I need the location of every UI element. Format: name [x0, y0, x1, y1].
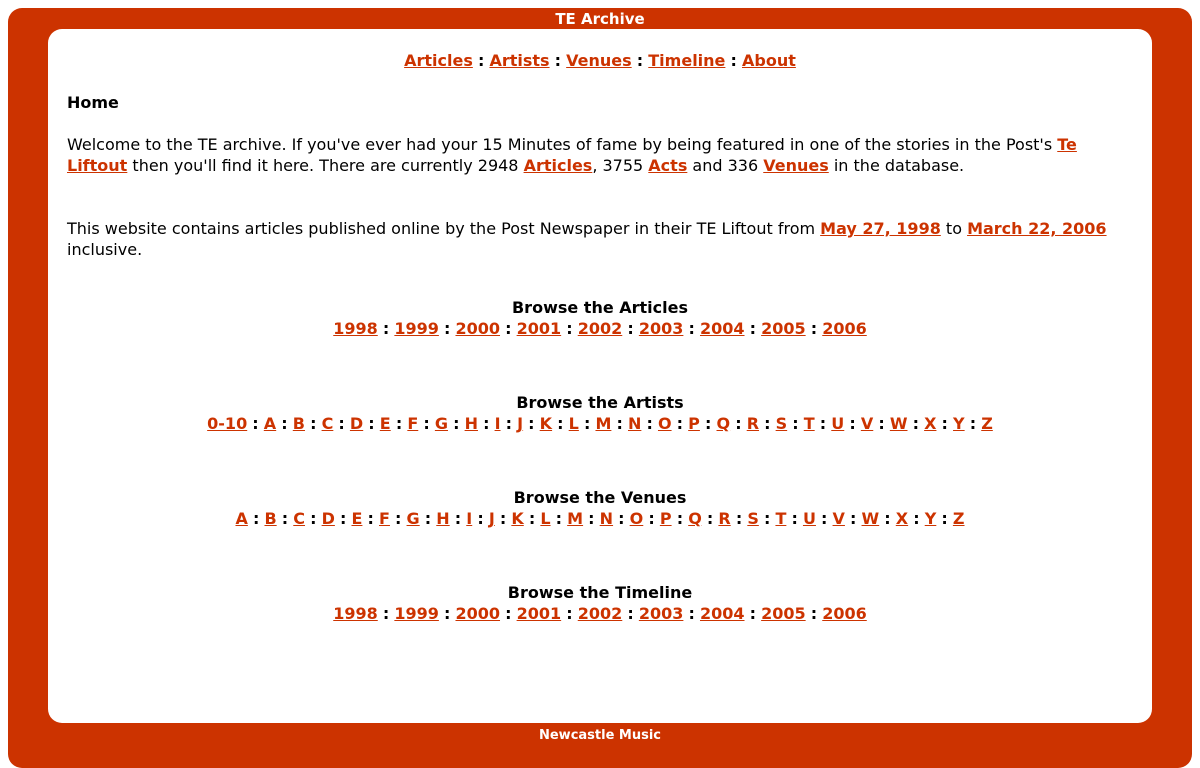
browse-artists-link-m[interactable]: M [595, 414, 612, 433]
link-separator: : [850, 509, 857, 528]
link-separator: : [969, 414, 977, 433]
browse-artists-link-v[interactable]: V [860, 414, 874, 433]
start-date-link[interactable]: May 27, 1998 [820, 219, 941, 238]
browse-articles-link-2001[interactable]: 2001 [516, 319, 562, 338]
link-separator: : [505, 319, 512, 338]
content-panel [48, 29, 1152, 723]
link-separator: : [792, 414, 799, 433]
link-separator: : [477, 509, 484, 528]
browse-artists-link-y[interactable]: Y [953, 414, 965, 433]
browse-articles-title: Browse the Articles [511, 298, 688, 317]
link-separator: : [382, 604, 390, 623]
browse-timeline-link-2003[interactable]: 2003 [638, 604, 684, 623]
page-heading: Home [67, 93, 119, 112]
link-separator: : [566, 319, 573, 338]
browse-artists-link-a[interactable]: A [263, 414, 277, 433]
browse-artists-link-i[interactable]: I [494, 414, 501, 433]
link-separator: : [849, 414, 856, 433]
browse-venues-link-s[interactable]: S [747, 509, 759, 528]
browse-timeline-links [67, 603, 1133, 624]
browse-articles-section [67, 297, 1133, 339]
browse-artists-link-w[interactable]: W [889, 414, 908, 433]
browse-artists-link-x[interactable]: X [924, 414, 937, 433]
browse-timeline-link-2002[interactable]: 2002 [577, 604, 623, 623]
browse-artists-link-p[interactable]: P [688, 414, 700, 433]
link-separator: : [706, 509, 714, 528]
date-range-paragraph [67, 218, 1133, 260]
link-separator: : [483, 414, 490, 433]
browse-artists-link-j[interactable]: J [517, 414, 524, 433]
link-separator: : [819, 414, 827, 433]
welcome-text: in the database. [828, 156, 965, 175]
browse-venues-link-y[interactable]: Y [924, 509, 937, 528]
browse-artists-link-q[interactable]: Q [716, 414, 731, 433]
te-liftout-link[interactable]: Te Liftout [67, 135, 1077, 175]
nav-link-artists[interactable]: Artists [489, 51, 550, 70]
browse-venues-link-q[interactable]: Q [688, 509, 702, 528]
link-separator: : [749, 319, 757, 338]
browse-venues-link-g[interactable]: G [406, 509, 420, 528]
browse-artists-link-z[interactable]: Z [981, 414, 993, 433]
browse-articles-links [67, 318, 1133, 339]
link-separator: : [764, 414, 771, 433]
browse-articles-link-2002[interactable]: 2002 [577, 319, 623, 338]
link-separator: : [395, 509, 402, 528]
browse-venues-link-e[interactable]: E [351, 509, 363, 528]
link-separator: : [646, 414, 653, 433]
link-separator: : [791, 509, 798, 528]
browse-artists-link-b[interactable]: B [292, 414, 305, 433]
browse-artists-link-0-10[interactable]: 0-10 [207, 414, 248, 433]
link-separator: : [583, 414, 591, 433]
browse-artists-link-d[interactable]: D [349, 414, 364, 433]
browse-timeline-link-1998[interactable]: 1998 [333, 604, 378, 623]
acts-count-link[interactable]: Acts [648, 156, 688, 175]
browse-artists-link-h[interactable]: H [464, 414, 478, 433]
link-separator: : [395, 414, 403, 433]
browse-venues-link-p[interactable]: P [659, 509, 672, 528]
browse-venues-link-t[interactable]: T [775, 509, 787, 528]
link-separator: : [676, 414, 684, 433]
link-separator: : [763, 509, 771, 528]
browse-artists-link-f[interactable]: F [407, 414, 419, 433]
browse-venues-link-l[interactable]: L [540, 509, 551, 528]
link-separator: : [454, 509, 462, 528]
link-separator: : [735, 509, 743, 528]
browse-timeline-link-2000[interactable]: 2000 [455, 604, 501, 623]
link-separator: : [688, 319, 695, 338]
browse-articles-link-2006[interactable]: 2006 [822, 319, 867, 338]
link-separator: : [821, 509, 828, 528]
link-separator: : [676, 509, 684, 528]
articles-count-link[interactable]: Articles [523, 156, 593, 175]
browse-venues-link-k[interactable]: K [511, 509, 524, 528]
link-separator: : [528, 509, 536, 528]
link-separator: : [941, 509, 948, 528]
browse-venues-link-x[interactable]: X [895, 509, 909, 528]
browse-artists-links [67, 413, 1133, 434]
browse-venues-link-a[interactable]: A [235, 509, 248, 528]
nav-separator: : [636, 51, 644, 70]
browse-venues-link-r[interactable]: R [718, 509, 731, 528]
link-separator: : [941, 414, 948, 433]
link-separator: : [310, 414, 317, 433]
browse-articles-link-2004[interactable]: 2004 [699, 319, 745, 338]
browse-venues-link-b[interactable]: B [264, 509, 277, 528]
welcome-text: Welcome to the TE archive. If you've ever had your 15 Minutes of fame by being featured in one of the stories in the Post's [67, 135, 1058, 154]
link-separator: : [423, 414, 430, 433]
nav-link-about[interactable]: About [742, 51, 796, 70]
nav-link-venues[interactable]: Venues [566, 51, 632, 70]
nav-link-timeline[interactable]: Timeline [648, 51, 726, 70]
browse-artists-title: Browse the Artists [516, 393, 684, 412]
browse-articles-link-2005[interactable]: 2005 [761, 319, 806, 338]
browse-venues-link-c[interactable]: C [293, 509, 306, 528]
browse-artists-link-t[interactable]: T [803, 414, 815, 433]
browse-articles-link-1998[interactable]: 1998 [333, 319, 378, 338]
site-title: TE Archive [555, 10, 645, 28]
link-separator: : [338, 414, 345, 433]
link-separator: : [566, 604, 573, 623]
browse-venues-link-h[interactable]: H [436, 509, 450, 528]
browse-timeline-title: Browse the Timeline [507, 583, 693, 602]
browse-timeline-link-2006[interactable]: 2006 [822, 604, 867, 623]
link-separator: : [884, 509, 891, 528]
browse-artists-link-o[interactable]: O [657, 414, 672, 433]
link-separator: : [281, 509, 289, 528]
link-separator: : [505, 414, 513, 433]
browse-venues-section [67, 487, 1133, 529]
range-text: inclusive. [67, 240, 143, 259]
browse-venues-link-u[interactable]: U [802, 509, 816, 528]
browse-artists-link-c[interactable]: C [321, 414, 334, 433]
link-separator: : [443, 604, 451, 623]
link-separator: : [339, 509, 347, 528]
browse-venues-title: Browse the Venues [513, 488, 687, 507]
page-frame [8, 8, 1192, 768]
browse-artists-link-k[interactable]: K [539, 414, 553, 433]
link-separator: : [648, 509, 655, 528]
browse-venues-link-w[interactable]: W [861, 509, 880, 528]
link-separator: : [878, 414, 885, 433]
nav-separator: : [477, 51, 485, 70]
nav-separator: : [730, 51, 737, 70]
browse-venues-link-i[interactable]: I [466, 509, 473, 528]
link-separator: : [616, 414, 623, 433]
browse-artists-link-u[interactable]: U [831, 414, 845, 433]
browse-venues-link-z[interactable]: Z [952, 509, 965, 528]
link-separator: : [557, 414, 564, 433]
browse-venues-link-d[interactable]: D [321, 509, 335, 528]
link-separator: : [443, 319, 451, 338]
link-separator: : [705, 414, 712, 433]
range-text: to [940, 219, 968, 238]
link-separator: : [505, 604, 512, 623]
site-footer: Newcastle Music [538, 728, 662, 743]
link-separator: : [382, 319, 390, 338]
browse-artists-link-n[interactable]: N [627, 414, 642, 433]
link-separator: : [555, 509, 563, 528]
welcome-text: then you'll find it here. There are currently 2948 [127, 156, 524, 175]
browse-articles-link-1999[interactable]: 1999 [394, 319, 439, 338]
browse-venues-links [67, 508, 1133, 529]
link-separator: : [424, 509, 432, 528]
nav-separator: : [554, 51, 562, 70]
link-separator: : [588, 509, 595, 528]
browse-timeline-link-2001[interactable]: 2001 [516, 604, 562, 623]
browse-artists-link-s[interactable]: S [775, 414, 788, 433]
welcome-text: , 3755 [592, 156, 649, 175]
link-separator: : [627, 319, 634, 338]
browse-venues-link-j[interactable]: J [488, 509, 495, 528]
link-separator: : [281, 414, 288, 433]
welcome-paragraph [67, 134, 1133, 176]
browse-timeline-link-2005[interactable]: 2005 [761, 604, 806, 623]
link-separator: : [735, 414, 742, 433]
welcome-text: and 336 [687, 156, 764, 175]
browse-artists-link-e[interactable]: E [379, 414, 391, 433]
browse-artists-link-l[interactable]: L [568, 414, 579, 433]
browse-articles-link-2000[interactable]: 2000 [455, 319, 501, 338]
link-separator: : [528, 414, 535, 433]
link-separator: : [913, 509, 920, 528]
venues-count-link[interactable]: Venues [763, 156, 829, 175]
link-separator: : [453, 414, 460, 433]
browse-artists-link-g[interactable]: G [434, 414, 448, 433]
browse-timeline-link-1999[interactable]: 1999 [394, 604, 439, 623]
link-separator: : [499, 509, 507, 528]
link-separator: : [618, 509, 625, 528]
link-separator: : [912, 414, 919, 433]
link-separator: : [252, 509, 260, 528]
browse-artists-section [67, 392, 1133, 434]
browse-artists-link-r[interactable]: R [746, 414, 760, 433]
browse-articles-link-2003[interactable]: 2003 [638, 319, 684, 338]
link-separator: : [810, 319, 818, 338]
browse-timeline-link-2004[interactable]: 2004 [699, 604, 745, 623]
browse-venues-link-n[interactable]: N [599, 509, 614, 528]
browse-venues-link-o[interactable]: O [629, 509, 644, 528]
browse-timeline-section [67, 582, 1133, 624]
link-separator: : [310, 509, 317, 528]
browse-venues-link-f[interactable]: F [379, 509, 390, 528]
link-separator: : [749, 604, 757, 623]
nav-link-articles[interactable]: Articles [404, 51, 473, 70]
main-nav [67, 50, 1133, 71]
link-separator: : [252, 414, 259, 433]
link-separator: : [367, 509, 374, 528]
link-separator: : [368, 414, 375, 433]
link-separator: : [627, 604, 634, 623]
end-date-link[interactable]: March 22, 2006 [967, 219, 1107, 238]
browse-venues-link-v[interactable]: V [832, 509, 845, 528]
link-separator: : [688, 604, 695, 623]
range-text: This website contains articles published online by the Post Newspaper in their TE Liftout from [67, 219, 821, 238]
browse-venues-link-m[interactable]: M [567, 509, 584, 528]
link-separator: : [810, 604, 818, 623]
